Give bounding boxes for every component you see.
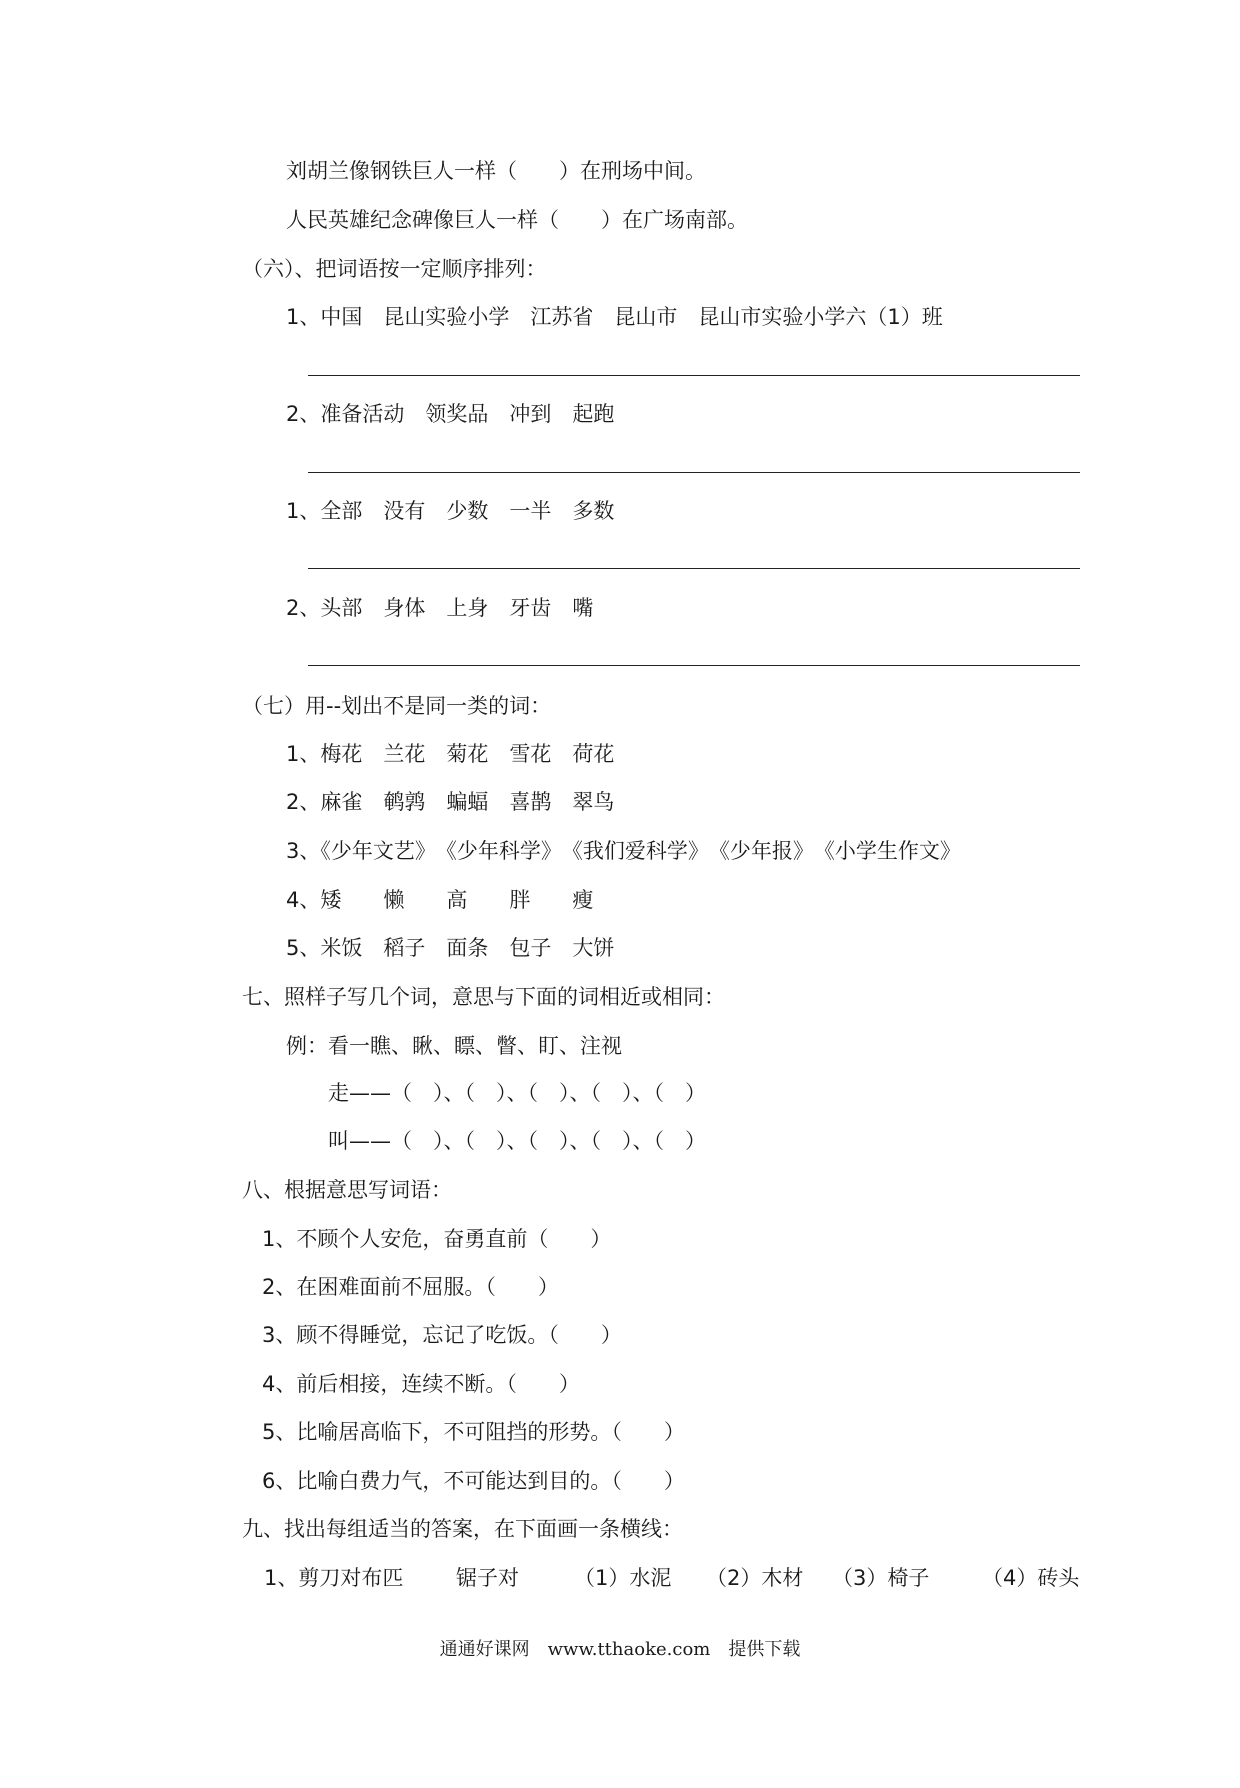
answer-line[interactable] <box>308 375 1080 376</box>
analogy-row <box>0 1564 1240 1788</box>
analogy-prompt: 1、剪刀对布匹 <box>264 1566 404 1590</box>
sentence-monument: 人民英雄纪念碑像巨人一样（ ）在广场南部。 <box>286 208 748 232</box>
order-item: 1、中国 昆山实验小学 江苏省 昆山市 昆山市实验小学六（1）班 <box>286 305 943 329</box>
section-7-sub-heading: （七）用--划出不是同一类的词： <box>242 694 552 718</box>
analogy-option[interactable]: （1）水泥 <box>574 1566 672 1590</box>
odd-one-out-item: 4、矮 懒 高 胖 瘦 <box>286 888 594 912</box>
analogy-option[interactable]: （4）砖头 <box>982 1566 1080 1590</box>
synonym-example: 例：看一瞧、瞅、瞟、瞥、盯、注视 <box>286 1034 622 1058</box>
odd-one-out-item: 3、《少年文艺》 《少年科学》 《我们爱科学》 《少年报》 《小学生作文》 <box>286 839 961 863</box>
definition-item[interactable]: 6、比喻白费力气，不可能达到目的。（ ） <box>262 1469 685 1493</box>
odd-one-out-item: 1、梅花 兰花 菊花 雪花 荷花 <box>286 742 615 766</box>
answer-line[interactable] <box>308 665 1080 666</box>
definition-item[interactable]: 2、在困难面前不屈服。（ ） <box>262 1275 559 1299</box>
section-8-heading: 八、根据意思写词语： <box>242 1178 452 1202</box>
order-item: 2、头部 身体 上身 牙齿 嘴 <box>286 596 594 620</box>
definition-item[interactable]: 5、比喻居高临下，不可阻挡的形势。（ ） <box>262 1420 685 1444</box>
section-7-heading: 七、照样子写几个词，意思与下面的词相近或相同： <box>242 985 725 1009</box>
section-9-heading: 九、找出每组适当的答案，在下面画一条横线： <box>242 1517 683 1541</box>
analogy-option[interactable]: （2）木材 <box>706 1566 804 1590</box>
order-item: 2、准备活动 领奖品 冲到 起跑 <box>286 402 615 426</box>
synonym-row-walk[interactable]: 走——（ ）、（ ）、（ ）、（ ）、（ ） <box>328 1081 706 1105</box>
download-footer: 通通好课网 www.tthaoke.com 提供下载 <box>439 1639 801 1660</box>
answer-line[interactable] <box>308 568 1080 569</box>
odd-one-out-item: 5、米饭 稻子 面条 包子 大饼 <box>286 936 615 960</box>
answer-line[interactable] <box>308 472 1080 473</box>
synonym-row-call[interactable]: 叫——（ ）、（ ）、（ ）、（ ）、（ ） <box>328 1129 706 1153</box>
definition-item[interactable]: 1、不顾个人安危，奋勇直前（ ） <box>262 1227 612 1251</box>
odd-one-out-item: 2、麻雀 鹌鹑 蝙蝠 喜鹊 翠鸟 <box>286 790 615 814</box>
definition-item[interactable]: 3、顾不得睡觉，忘记了吃饭。（ ） <box>262 1323 622 1347</box>
order-item: 1、全部 没有 少数 一半 多数 <box>286 499 615 523</box>
section-6-heading: （六）、把词语按一定顺序排列： <box>242 257 547 281</box>
definition-item[interactable]: 4、前后相接，连续不断。（ ） <box>262 1372 580 1396</box>
analogy-relation: 锯子对 <box>456 1566 519 1590</box>
sentence-liuhulan: 刘胡兰像钢铁巨人一样（ ）在刑场中间。 <box>286 159 706 183</box>
analogy-option[interactable]: （3）椅子 <box>832 1566 930 1590</box>
